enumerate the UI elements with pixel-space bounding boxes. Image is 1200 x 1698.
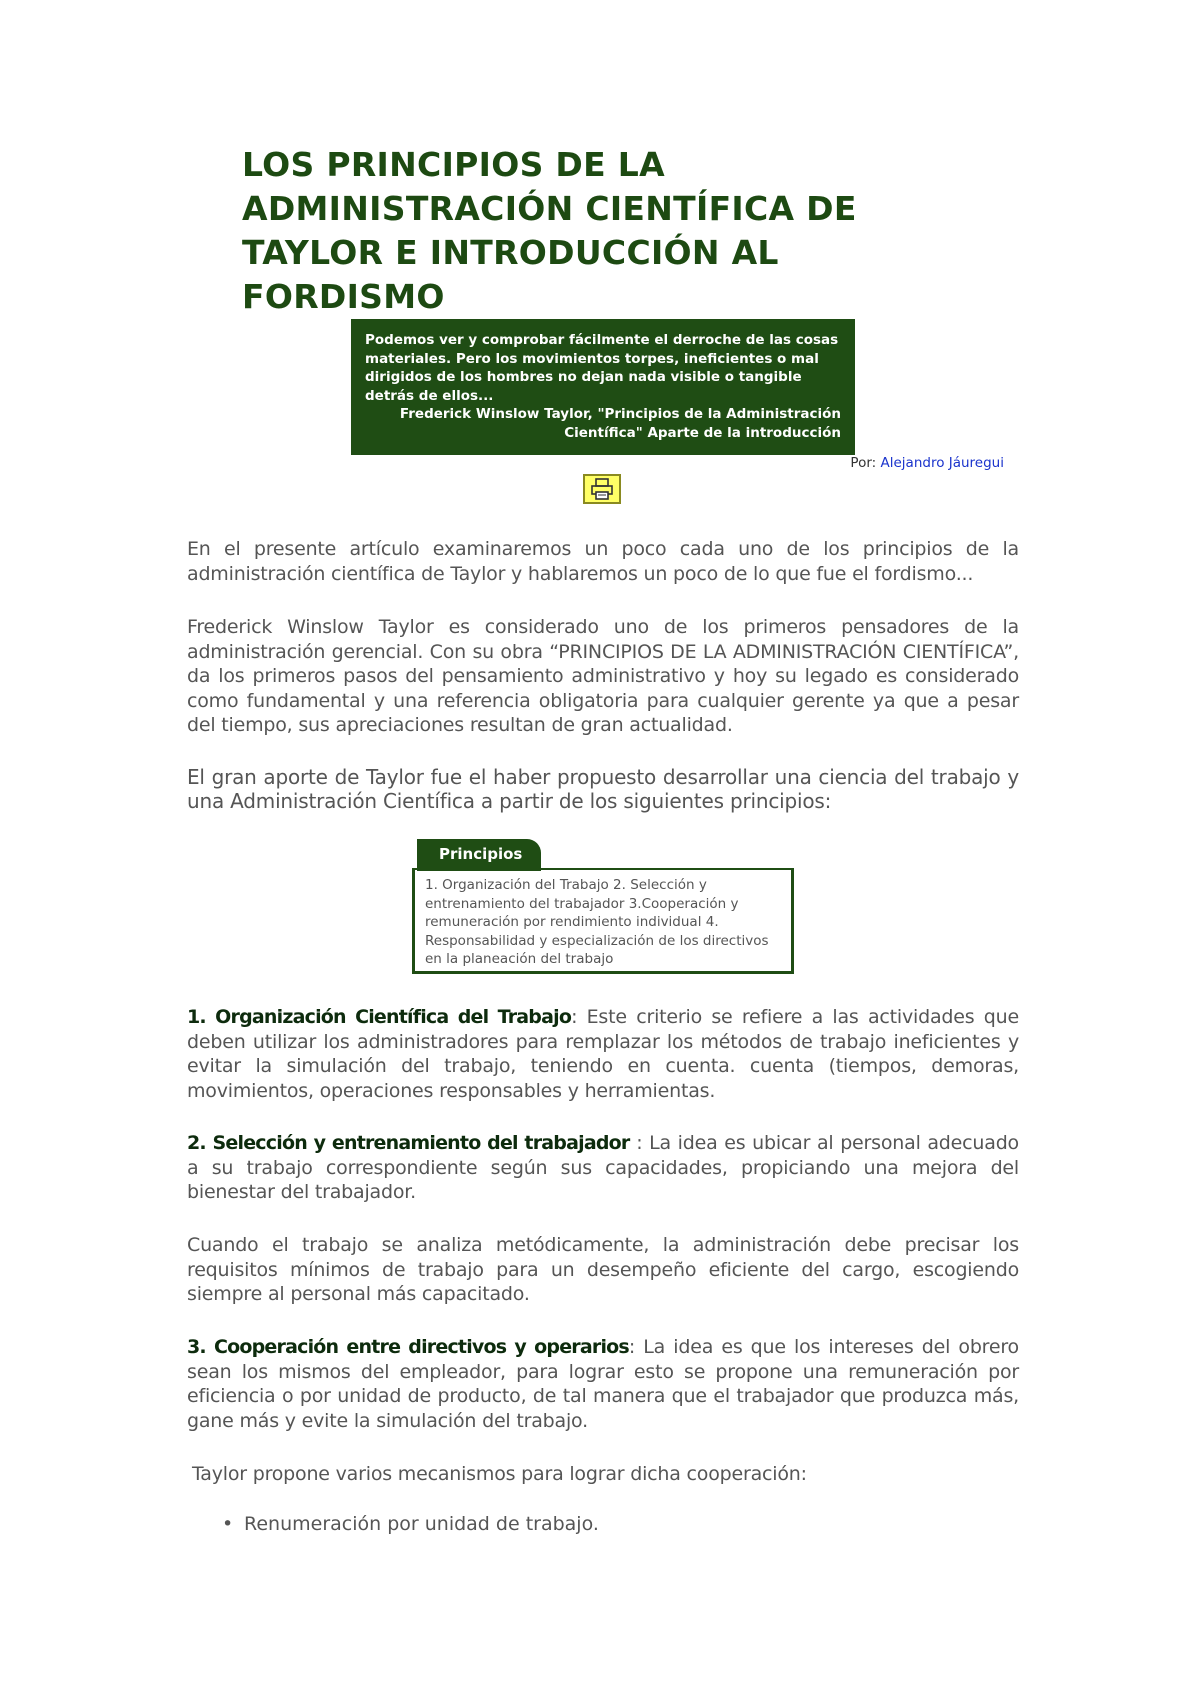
section-3-heading: 3. Cooperación entre directivos y operarios: [187, 1336, 629, 1358]
taylor-paragraph: Frederick Winslow Taylor es considerado uno de los primeros pensadores de la administración gerencial. Con su obra “PRINCIPIOS DE LA ADMINISTRACIÓN CIENTÍFICA”, da los primeros pasos del pensamiento administrativo y hoy su legado es considerado como fundamental y una referencia obligatoria para cualquier gerente ya que a pesar del tiempo, sus apreciaciones resultan de gran actualidad.: [187, 616, 1019, 736]
section-1: [187, 1005, 1019, 1103]
principios-box: 1. Organización del Trabajo 2. Selección y entrenamiento del trabajador 3.Cooperación y remuneración por rendimiento individual 4. Responsabilidad y especialización de los directivos en la planeación del trabajo: [412, 868, 794, 974]
section-2-text: : La idea es ubicar al personal adecuado a su trabajo correspondiente según sus capacidades, propiciando una mejora del bienestar del trabajador.: [187, 1132, 1019, 1203]
section-3-text: : La idea es que los intereses del obrero sean los mismos del empleador, para lograr esto se propone una remuneración por eficiencia o por unidad de producto, de tal manera que el trabajador que produzca más, gane más y evite la simulación del trabajo.: [187, 1336, 1019, 1432]
byline: [850, 455, 1004, 471]
section-1-heading: 1. Organización Científica del Trabajo: [187, 1006, 572, 1028]
section-2: [187, 1131, 1019, 1205]
mechanisms-paragraph: Taylor propone varios mecanismos para lograr dicha cooperación:: [192, 1463, 807, 1485]
intro-paragraph: En el presente artículo examinaremos un poco cada uno de los principios de la administración científica de Taylor y hablaremos un poco de lo que fue el fordismo...: [187, 538, 1019, 585]
author-link[interactable]: Alejandro Jáuregui: [880, 455, 1004, 471]
section-3: [187, 1335, 1019, 1433]
quote-attribution: Frederick Winslow Taylor, "Principios de la Administración Científica" Aparte de la introducción: [399, 406, 841, 441]
quote-box: [351, 319, 855, 455]
quote-text: Podemos ver y comprobar fácilmente el derroche de las cosas materiales. Pero los movimientos torpes, ineficientes o mal dirigidos de los hombres no dejan nada visible o tangible detrás de ellos...: [365, 332, 839, 404]
contribution-paragraph: El gran aporte de Taylor fue el haber propuesto desarrollar una ciencia del trabajo y una Administración Científica a partir de los siguientes principios:: [187, 765, 1019, 813]
byline-prefix: Por:: [850, 455, 877, 471]
analysis-paragraph: Cuando el trabajo se analiza metódicamente, la administración debe precisar los requisitos mínimos de trabajo para un desempeño eficiente del cargo, escogiendo siempre al personal más capacitado.: [187, 1234, 1019, 1305]
section-2-heading: 2. Selección y entrenamiento del trabajador: [187, 1132, 630, 1154]
page-title: LOS PRINCIPIOS DE LA ADMINISTRACIÓN CIENTÍFICA DE TAYLOR E INTRODUCCIÓN AL FORDISMO: [242, 145, 857, 316]
print-icon[interactable]: [583, 474, 621, 504]
mechanisms-list: [222, 1513, 599, 1535]
section-1-text: : Este criterio se refiere a las actividades que deben utilizar los administradores para remplazar los métodos de trabajo ineficientes y evitar la simulación del trabajo, teniendo en cuenta. cuenta (tiempos, demoras, movimientos, operaciones responsables y herramientas.: [187, 1006, 1019, 1102]
principios-tab: Principios: [417, 839, 541, 871]
list-item: • Renumeración por unidad de trabajo.: [222, 1513, 599, 1535]
